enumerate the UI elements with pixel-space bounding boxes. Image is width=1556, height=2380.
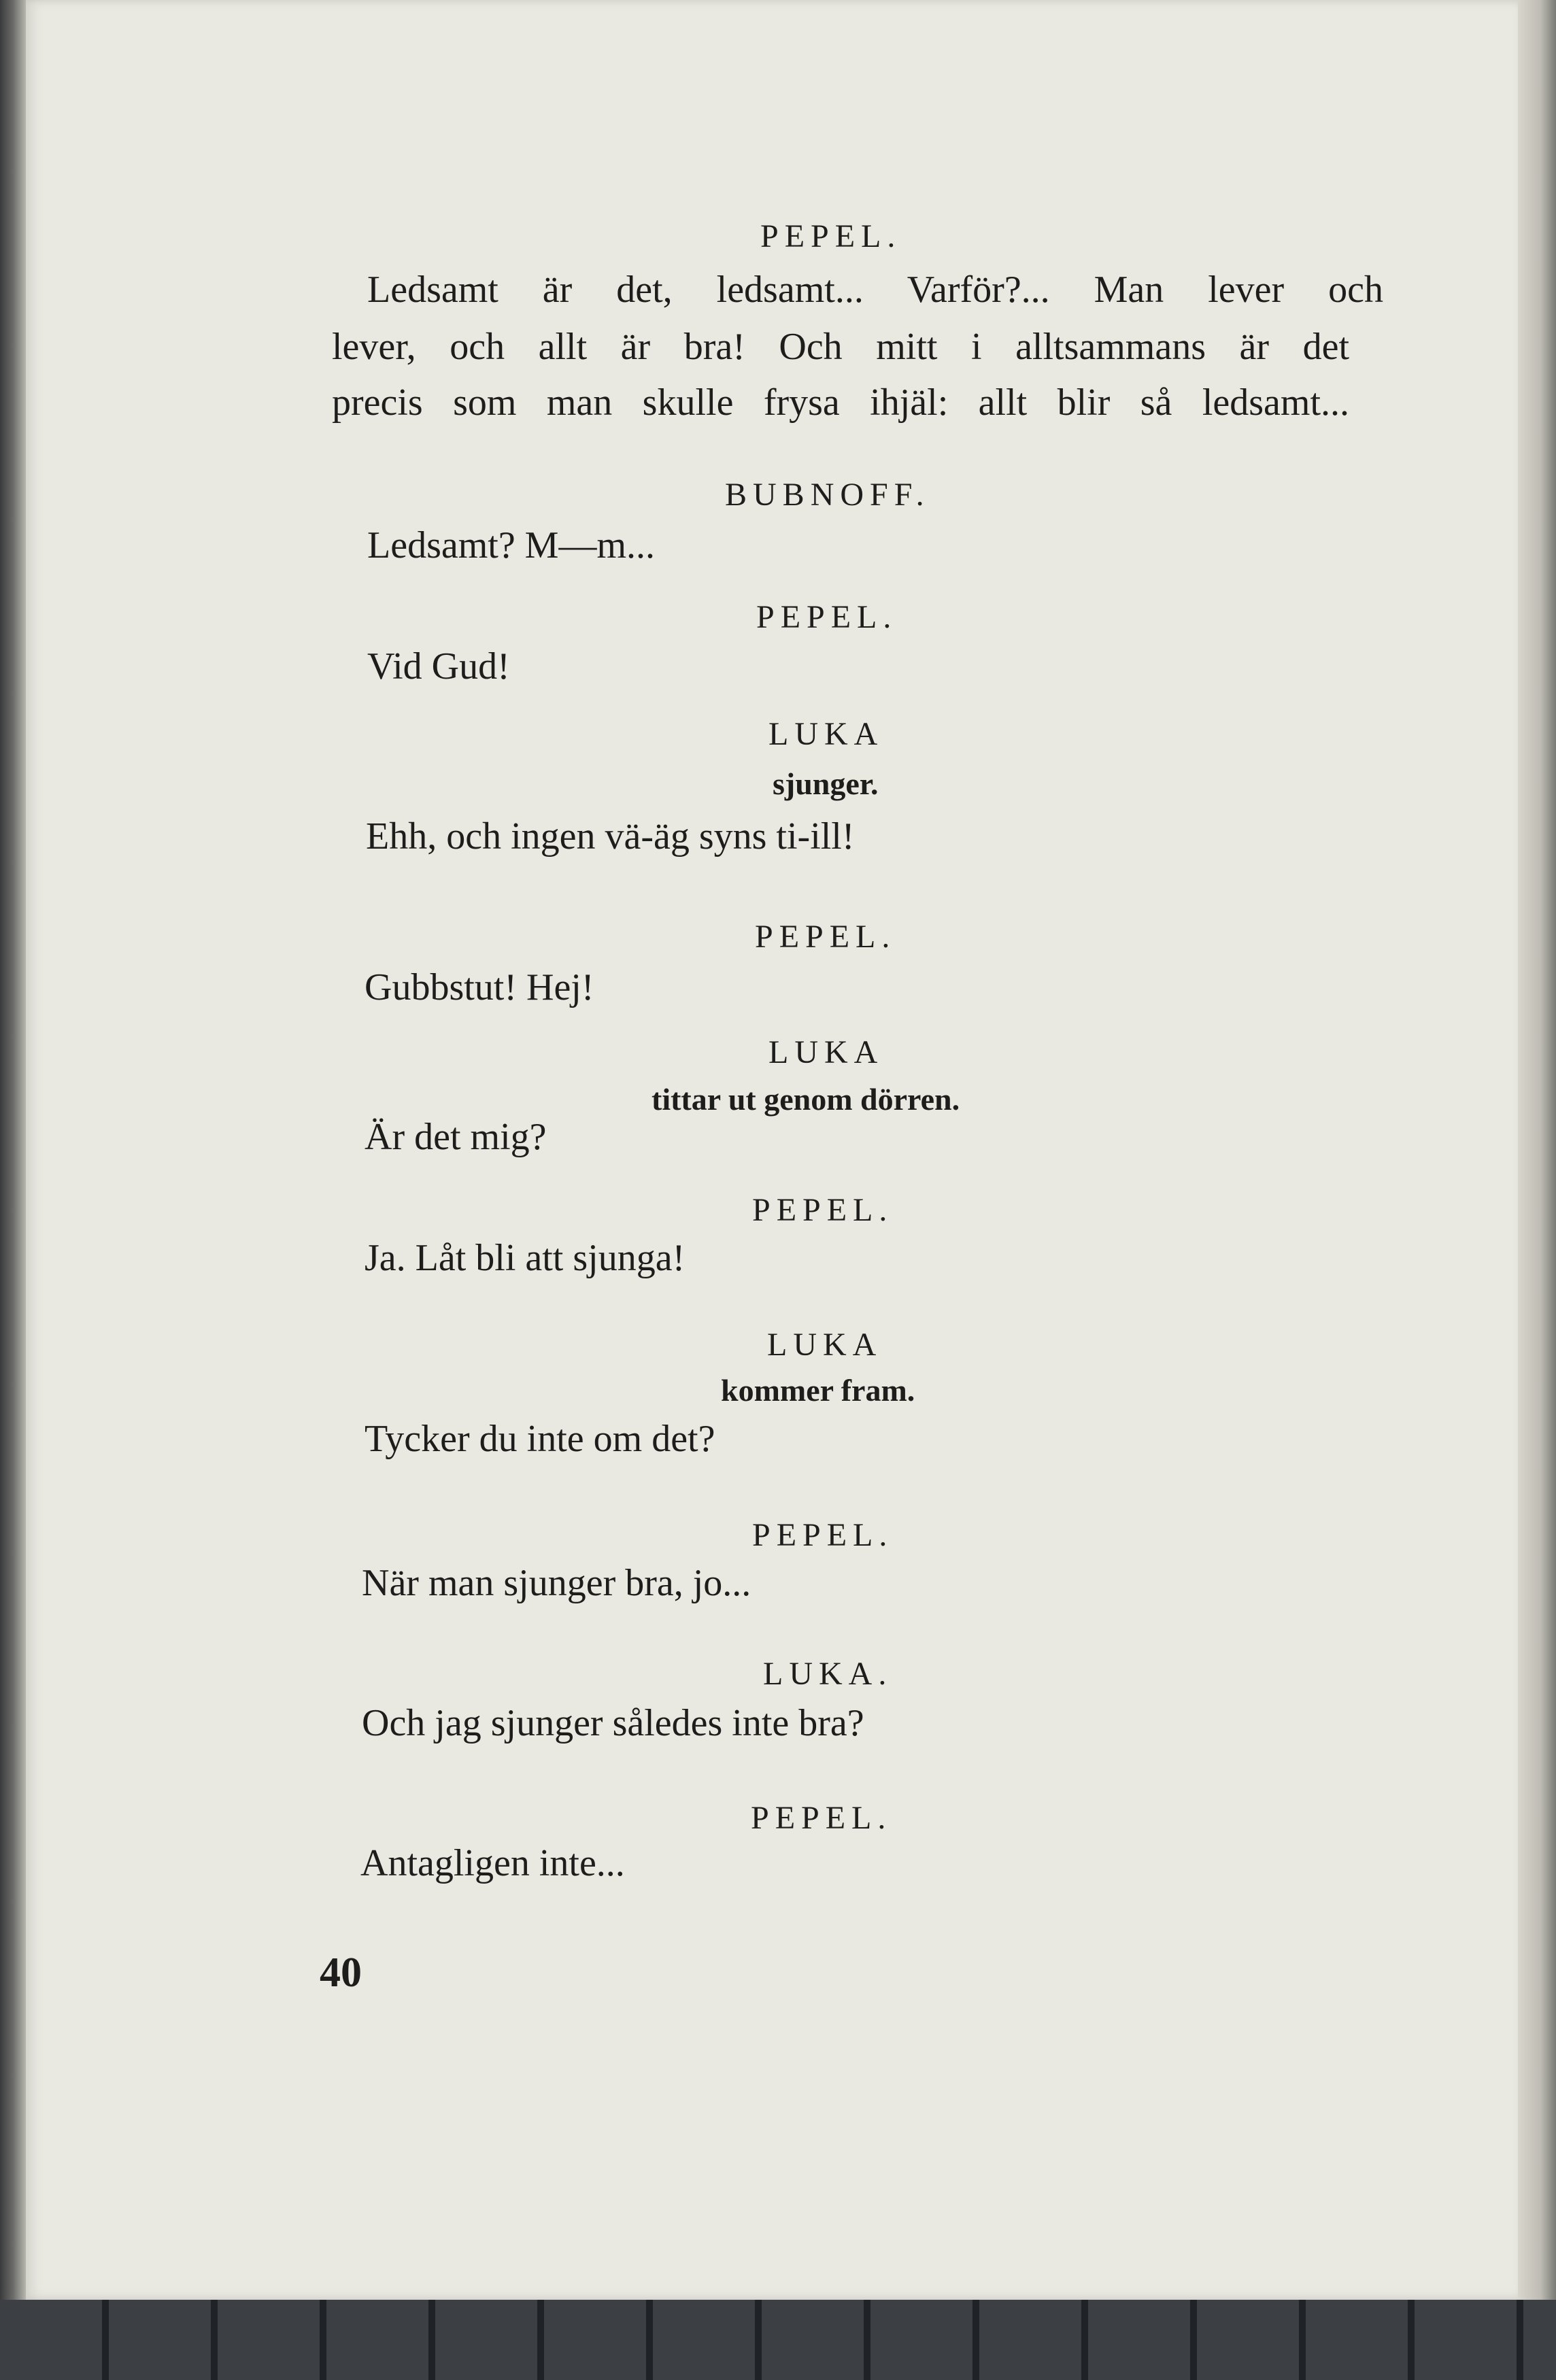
- dialogue-line: precis som man skulle frysa ihjäl: allt blir så ledsamt...: [332, 381, 1349, 424]
- dialogue-line: Ledsamt? M—m...: [367, 524, 656, 566]
- stage-direction: sjunger.: [773, 766, 879, 801]
- dialogue-line: Tycker du inte om det?: [365, 1418, 715, 1460]
- speaker-name: LUKA: [768, 1034, 884, 1070]
- speaker-name: PEPEL.: [760, 218, 902, 254]
- dialogue-line: Antagligen inte...: [360, 1842, 625, 1884]
- dialogue-line: Gubbstut! Hej!: [365, 966, 594, 1008]
- speaker-name: PEPEL.: [751, 1800, 892, 1836]
- speaker-name: LUKA: [767, 1327, 883, 1363]
- speaker-name: LUKA.: [763, 1656, 893, 1692]
- dialogue-line: Ja. Låt bli att sjunga!: [365, 1237, 686, 1279]
- dialogue-line: Vid Gud!: [367, 645, 510, 687]
- dialogue-line: Är det mig?: [365, 1116, 547, 1158]
- page-edge: [1518, 0, 1556, 2300]
- dialogue-line: Ledsamt är det, ledsamt... Varför?... Man lever och: [367, 269, 1383, 311]
- speaker-name: PEPEL.: [752, 1517, 894, 1553]
- speaker-name: PEPEL.: [752, 1192, 894, 1228]
- dialogue-line: lever, och allt är bra! Och mitt i alltsammans är det: [332, 326, 1349, 368]
- speaker-name: LUKA: [768, 716, 884, 752]
- speaker-name: BUBNOFF.: [725, 477, 930, 513]
- scanner-background: [0, 2300, 1556, 2380]
- speaker-name: PEPEL.: [755, 919, 896, 955]
- dialogue-line: Ehh, och ingen vä-äg syns ti-ill!: [366, 815, 855, 857]
- page-number: 40: [320, 1950, 362, 1996]
- dialogue-line: Och jag sjunger således inte bra?: [362, 1702, 864, 1744]
- stage-direction: kommer fram.: [721, 1373, 915, 1408]
- dialogue-line: När man sjunger bra, jo...: [362, 1562, 751, 1604]
- stage-direction: tittar ut genom dörren.: [652, 1082, 960, 1117]
- speaker-name: PEPEL.: [756, 599, 898, 635]
